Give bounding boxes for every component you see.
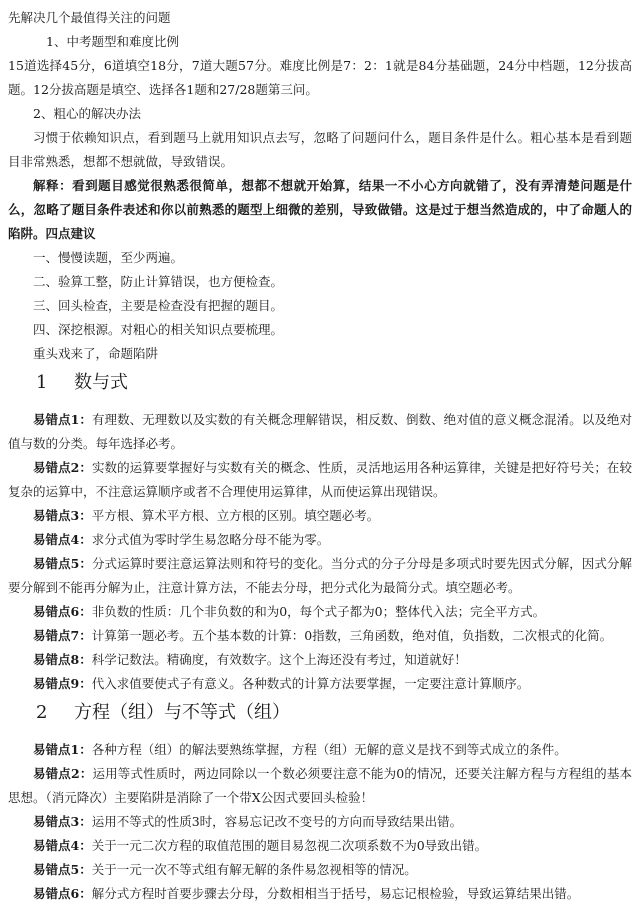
error-point-text: 分式运算时要注意运算法则和符号的变化。当分式的分子分母是多项式时要先因式分解，因式分解要分解到不能再分解为止，注意计算方法，不能去分母，把分式化为最简分式。填空题必考。 [8,556,632,595]
error-point-text: 求分式值为零时学生易忽略分母不能为零。 [91,532,330,547]
explanation-text: 看到题目感觉很熟悉很简单，想都不想就开始算，结果一不小心方向就错了，没有弄清楚问题是什么，忽略了题目条件表述和你以前熟悉的题型上细微的差别，导致做错。这是过于想当然造成的，中了命题人的陷阱。四点建议 [8,178,632,241]
error-point-text: 运用等式性质时，两边同除以一个数必须要注意不能为0的情况，还要关注解方程与方程组的基本思想。（消元降次）主要陷阱是消除了一个带X公因式要回头检验！ [8,766,632,805]
section-heading-equations-inequalities [8,698,632,728]
error-point-label: 易错点2： [33,766,93,781]
carelessness-paragraph: 习惯于依赖知识点，看到题马上就用知识点去写，忽略了问题问什么，题目条件是什么。粗心基本是看到题目非常熟悉，想都不想就做，导致错误。 [8,130,632,169]
error-point-text: 实数的运算要掌握好与实数有关的概念、性质，灵活地运用各种运算律，关键是把好符号关；在较复杂的运算中，不注意运算顺序或者不合理使用运算律，从而使运算出现错误。 [8,460,632,499]
error-point-item [8,738,632,762]
error-point-item [8,762,632,810]
error-point-label: 易错点6： [33,604,92,619]
error-point-text: 有理数、无理数以及实数的有关概念理解错误，相反数、倒数、绝对值的意义概念混淆。以及绝对值与数的分类。每年选择必考。 [8,412,632,451]
error-point-item [8,528,632,552]
error-point-item [8,504,632,528]
error-point-item [8,624,632,648]
error-point-text: 关于一元一次不等式组有解无解的条件易忽视相等的情况。 [91,862,417,877]
tip-item: 三、回头检查，主要是检查没有把握的题目。 [33,298,284,313]
error-point-label: 易错点9： [33,676,92,691]
section-heading-question-types: 1、中考题型和难度比例 [46,34,179,49]
error-point-label: 易错点1： [33,742,92,757]
section-title: 方程（组）与不等式（组） [74,702,290,723]
question-types-paragraph: 15道选择45分，6道填空18分，7道大题57分。难度比例是7：2：1就是84分基础题，24分中档题，12分拔高题。12分拔高题是填空、选择各1题和27/28题第三问。 [8,58,632,97]
transition-line: 重头戏来了，命题陷阱 [33,346,159,361]
section-heading-numbers-expressions [8,368,632,398]
error-point-label: 易错点1： [33,412,92,427]
error-point-item [8,672,632,696]
error-point-text: 各种方程（组）的解法要熟练掌握，方程（组）无解的意义是找不到等式成立的条件。 [91,742,567,757]
error-point-item [8,456,632,504]
error-point-label: 易错点7： [33,628,92,643]
error-point-label: 易错点6： [33,886,92,901]
error-point-item [8,600,632,624]
intro-title: 先解决几个最值得关注的问题 [8,10,171,25]
error-point-text: 平方根、算术平方根、立方根的区别。填空题必考。 [91,508,380,523]
explanation-paragraph [8,174,632,246]
error-point-text: 解分式方程时首要步骤去分母，分数相相当于括号，易忘记根检验，导致运算结果出错。 [91,886,580,901]
tip-item: 一、慢慢读题，至少两遍。 [33,250,184,265]
error-point-label: 易错点5： [33,862,92,877]
error-point-label: 易错点3： [33,508,92,523]
error-point-item [8,408,632,456]
tip-item: 四、深挖根源。对粗心的相关知识点要梳理。 [33,322,284,337]
section-number: 2 [36,702,48,723]
error-point-text: 科学记数法。精确度，有效数字。这个上海还没有考过，知道就好！ [91,652,467,667]
error-point-label: 易错点8： [33,652,92,667]
section-heading-carelessness: 2、粗心的解决办法 [33,106,141,121]
error-point-text: 计算第一题必考。五个基本数的计算：0指数，三角函数，绝对值，负指数，二次根式的化简。 [91,628,613,643]
tip-item: 二、验算工整，防止计算错误，也方便检查。 [33,274,284,289]
error-point-item [8,648,632,672]
error-point-item [8,882,632,906]
section-title: 数与式 [74,372,128,393]
error-point-text: 运用不等式的性质3时，容易忘记改不变号的方向而导致结果出错。 [91,814,463,829]
error-point-text: 代入求值要使式子有意义。各种数式的计算方法要掌握，一定要注意计算顺序。 [91,676,530,691]
error-point-label: 易错点4： [33,838,92,853]
error-point-text: 关于一元二次方程的取值范围的题目易忽视二次项系数不为0导致出错。 [91,838,488,853]
error-point-item [8,834,632,858]
error-point-label: 易错点4： [33,532,92,547]
error-point-text: 非负数的性质：几个非负数的和为0，每个式子都为0；整体代入法；完全平方式。 [91,604,546,619]
error-point-label: 易错点2： [33,460,92,475]
error-point-item [8,810,632,834]
error-point-label: 易错点5： [33,556,92,571]
error-point-item [8,552,632,600]
section-number: 1 [36,372,48,393]
error-point-label: 易错点3： [33,814,92,829]
explanation-label: 解释： [33,178,73,193]
error-point-item [8,858,632,882]
